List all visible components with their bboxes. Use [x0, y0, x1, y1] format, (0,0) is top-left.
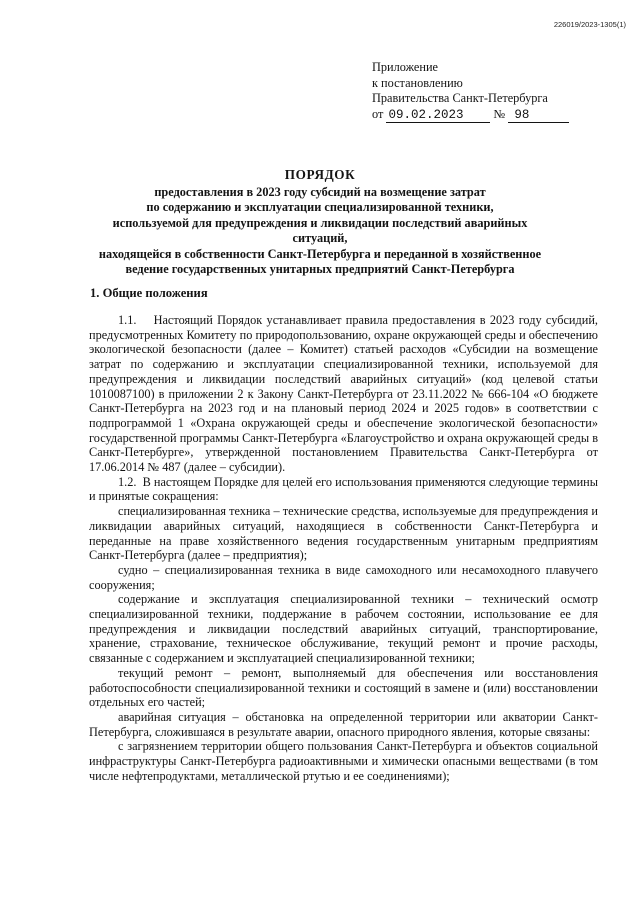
paragraph: с загрязнением территории общего пользования Санкт-Петербурга и объектов социальной инфраструктуры Санкт-Петербурга радиоактивными и химически опасными веществами (в том числе нефтепродуктами, металлической ртутью и ее соединениями); [89, 739, 598, 783]
number-label: № [493, 106, 506, 121]
title-line: используемой для предупреждения и ликвидации последствий аварийных ситуаций, [112, 215, 528, 245]
paragraph: судно – специализированная техника в виде самоходного или несамоходного плавучего сооружения; [89, 562, 598, 592]
resolution-date: 09.02.2023 [386, 109, 490, 123]
appendix-date-line [372, 107, 569, 123]
appendix-line-3: Правительства Санкт-Петербурга [372, 91, 548, 105]
paragraph: содержание и эксплуатация специализированной техники – технический осмотр специализированной техники, поддержание в рабочем состоянии, использование ее для предупреждения и ликвидации последствий аварийных ситуаций, транспортирование, хранение, страхование, техническое обслуживание, текущий ремонт и прочие расходы, связанные с содержанием и эксплуатацией специализированной техники; [89, 592, 598, 666]
resolution-number: 98 [508, 109, 569, 123]
appendix-line-2: к постановлению [372, 75, 463, 90]
appendix-line-1: Приложение [372, 60, 438, 74]
paragraph: 1.1. Настоящий Порядок устанавливает правила предоставления в 2023 году субсидий, предусмотренных Комитету по природопользованию, охране окружающей среды и обеспечению экологической безопасности (далее – Комитет) статьей расходов «Субсидии на возмещение затрат по содержанию и эксплуатации специализированной техники, используемой для предупреждения и ликвидации последствий аварийных ситуаций» (код целевой статьи 1010087100) в приложении 2 к Закону Санкт-Петербурга от 23.11.2022 № 666-104 «О бюджете Санкт-Петербурга на 2023 год и на плановый период 2024 и 2025 годов» в соответствии с подпрограммой 1 «Охрана окружающей среды и обеспечение экологической безопасности» государственной программы Санкт-Петербурга «Благоустройство и охрана окружающей среды в Санкт-Петербурге», утвержденной постановлением Правительства Санкт-Петербурга от 17.06.2014 № 487 (далее – субсидии). [89, 313, 598, 475]
title-line: находящейся в собственности Санкт-Петербурга и переданной в хозяйственное [98, 246, 542, 261]
paragraph: текущий ремонт – ремонт, выполняемый для обеспечения или восстановления работоспособности специализированной техники и состоящий в замене и (или) восстановлении отдельных его частей; [89, 665, 598, 710]
from-label: от [372, 106, 384, 121]
document-title [90, 167, 550, 278]
document-body [89, 313, 598, 784]
section-heading: 1. Общие положения [90, 286, 208, 300]
title-line: ведение государственных унитарных предприятий Санкт-Петербурга [125, 262, 515, 276]
title-line: предоставления в 2023 году субсидий на возмещение затрат [154, 184, 486, 199]
paragraph: аварийная ситуация – обстановка на определенной территории или акватории Санкт-Петербурга, сложившаяся в результате аварии, опасного природного явления, которые связаны: [89, 709, 598, 739]
paragraph: специализированная техника – технические средства, используемые для предупреждения и ликвидации аварийных ситуаций, находящиеся в собственности Санкт-Петербурга и переданные на праве хозяйственного ведения государственным унитарным предприятиям Санкт-Петербурга (далее – предприятия); [89, 504, 598, 563]
paragraph: 1.2. В настоящем Порядке для целей его использования применяются следующие термины и принятые сокращения: [89, 474, 598, 504]
document-id: 226019/2023-1305(1) [553, 20, 626, 29]
appendix-block [372, 60, 569, 123]
title-line: по содержанию и эксплуатации специализированной техники, [146, 200, 494, 214]
title-main: ПОРЯДОК [284, 167, 356, 182]
